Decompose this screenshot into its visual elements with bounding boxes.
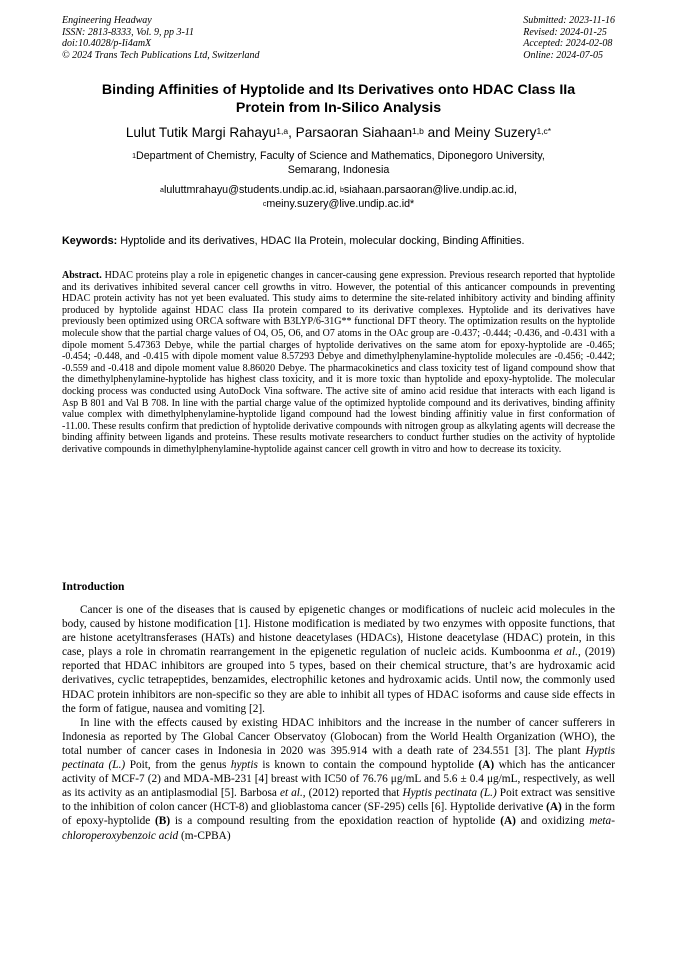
- text-run: is known to contain the compound hyptolide: [257, 759, 479, 772]
- journal-header-left: [62, 15, 260, 61]
- email-sup: c: [262, 200, 267, 208]
- journal-copyright: © 2024 Trans Tech Publications Ltd, Switzerland: [62, 49, 260, 61]
- text-italic: et al.,: [279, 787, 306, 800]
- text-run: Poit extract was sensitive to the inhibition of colon cancer (HCT-8) and glioblastoma cancer (SF-295) cells [6]. Hyptolide derivative: [62, 787, 615, 814]
- affiliation-sup: 1: [132, 153, 137, 160]
- email-b[interactable]: siahaan.parsaoran@live.undip.ac.id,: [343, 184, 517, 196]
- journal-issn: ISSN: 2813-8333, Vol. 9, pp 3-11: [62, 26, 195, 38]
- text-bold: (B): [155, 815, 171, 828]
- date-submitted: Submitted: 2023-11-16: [523, 15, 615, 26]
- abstract: [62, 270, 615, 456]
- text-run: Cancer is one of the diseases that is caused by epigenetic changes or modifications of nucleic acid molecules in the body, caused by histone modification [1]. Histone modification is mediated by two enzymes with opposite functions, that are histone acetyltransferases (HATs) and histone deacetylases (HDACs), Histone deacetylase (HDAC) protein, in this case, plays a role in chromatin rearrangement in the epigenetic regulation of nucleic acids. Kumboonma: [62, 604, 615, 659]
- email-sup: a: [160, 187, 164, 194]
- text-run: in the form of epoxy-hyptolide: [62, 801, 615, 828]
- author-1: Lulut Tutik Margi Rahayu: [125, 125, 277, 140]
- author-separator: ,: [288, 125, 296, 140]
- affiliation: [80, 150, 597, 177]
- text-italic: Hyptis pectinata (L.): [62, 744, 615, 772]
- date-accepted: Accepted: 2024-02-08: [523, 38, 613, 50]
- text-run: , (2019) reported that HDAC inhibitors are grouped into 5 types, based on their chemical structure, that’s are hydroxamic acid derivatives, cyclic tetrapeptides, benzamides, electrophilic ketones and hydroxamic acids. Until now, the commonly used HDAC protein inhibitors are non-specific so they are able to inhibit all types of HDAC isoforms and cause side effects in the form of fatigue, nausea and vomiting [2].: [62, 646, 615, 715]
- journal-doi: doi:10.4028/p-Ii4amX: [62, 38, 152, 50]
- author-2: Parsaoran Siahaan: [295, 125, 413, 140]
- author-1-sup: 1,a: [276, 126, 289, 136]
- keywords: [62, 235, 615, 248]
- affiliation-line2: Semarang, Indonesia: [287, 163, 390, 176]
- email-a[interactable]: luluttmrahayu@students.undip.ac.id,: [163, 184, 340, 196]
- author-2-sup: 1,b: [412, 126, 424, 136]
- author-3: Meiny Suzery: [454, 125, 537, 140]
- text-run: Poit, from the genus: [125, 759, 231, 772]
- text-italic: hyptis: [230, 759, 258, 772]
- paper-title-line2: Protein from In-Silico Analysis: [235, 99, 442, 116]
- email-c[interactable]: meiny.suzery@live.undip.ac.id*: [266, 197, 415, 210]
- author-separator: and: [423, 125, 455, 140]
- text-run: In line with the effects caused by existing HDAC inhibitors and the increase in the number of cancer sufferers in Indonesia as reported by The Global Cancer Observatoy (Globocan) from the World Health Organization (WHO), the total number of cancer cases in Indonesia in 2020 was 395.914 with a death rate of 234.551 [3]. The plant: [62, 716, 615, 757]
- author-emails: [62, 184, 615, 211]
- text-italic: et al.: [554, 646, 578, 659]
- email-sup: b: [339, 187, 344, 194]
- text-bold: (A): [478, 759, 495, 772]
- text-bold: (A): [500, 815, 516, 828]
- text-bold: (A): [546, 801, 562, 814]
- section-heading-introduction: Introduction: [62, 581, 125, 593]
- text-run: (2012) reported that: [305, 787, 403, 800]
- text-run: (m-CPBA): [178, 829, 231, 842]
- text-italic: meta-chloroperoxybenzoic acid: [62, 815, 615, 842]
- text-run: which has the anticancer activity of MCF-7 (2) and MDA-MB-231 [4] breast with IC50 of 76.76 μg/mL and 5.6 ± 0.4 μg/mL, respectively, as well as its activity as an antiplasmodial [5]. Barbosa: [62, 759, 616, 800]
- author-list: [62, 124, 615, 141]
- introduction-body: [62, 603, 615, 843]
- text-run: and oxidizing: [515, 815, 590, 828]
- text-italic: Hyptis pectinata (L.): [402, 787, 497, 800]
- journal-name: Engineering Headway: [62, 15, 152, 26]
- intro-paragraph-1: [62, 603, 615, 716]
- abstract-text: HDAC proteins play a role in epigenetic changes in cancer-causing gene expression. Previous research reported that hyptolide and its derivatives inhibited several cancer cell growths in vitro. However, the potential of this anticancer compounds in preventing HDAC protein activity has not yet been evaluated. This study aims to determine the site-related inhibitory activity and binding affinity produced by hyptolide against HDAC class IIa protein compared to its derivative complexes. Hyptolide and its derivatives have previously been optimized using ORCA software with B3LYP/6-31G** functional DFT theory. The optimization results on the hyptolide molecule show that the partial charge values of O4, O5, O6, and O7 atoms in the OAc group are -0.437; -0.444; -0.436, and -0.431 with a dipole moment 5.47363 Debye, while the partial charges of hyptolide derivatives on the same atom for epoxy-hyptolide are -0.465; -0.454; -0.448, and -0.415 with dipole moment value 8.57293 Debye and dimethylphenylamine-hyptolide molecules are -0.456; -0.442; -0.559 and -0.418 and dipole moment value 8.86020 Debye. The pharmacokinetics and class toxicity test of ligand compound show that the dimethylphenylamine-hyptolide has highest class toxicity, and it is more toxic than hyptolide and epoxy-hyptolide. The molecular docking process was conducted using AutoDock Vina software. The active site of amino acid residue that interacts with each ligand is Asp B 801 and Val B 708. In line with the partial charge value of the optimized hyptolide compound and its derivatives, binding affinity value complex with dimethylphenylamine-hyptolide ligand compound had the lowest binding affinitiy value in first conformation of -11.00. These results confirm that prediction of hyptolide derivative compounds with nitrogen group as alkylating agents will decrease the binding affinity between ligands and proteins. These results motivate researchers to conduct further studies on the activity of hyptolide derivative compounds in dimethylphenylamine-hyptolide against cancer cell growth in vitro and how to decrease its toxicity.: [62, 270, 615, 455]
- date-revised: Revised: 2024-01-25: [523, 26, 607, 38]
- keywords-label: Keywords:: [62, 235, 118, 247]
- paper-title: [62, 82, 615, 117]
- keywords-text: Hyptolide and its derivatives, HDAC IIa Protein, molecular docking, Binding Affinities.: [117, 235, 525, 247]
- date-online: Online: 2024-07-05: [523, 49, 603, 61]
- abstract-label: Abstract.: [62, 270, 102, 281]
- affiliation-line1: Department of Chemistry, Faculty of Science and Mathematics, Diponegoro University,: [136, 150, 545, 162]
- author-3-sup: 1,c*: [536, 126, 552, 136]
- intro-paragraph-2: [62, 716, 615, 843]
- journal-header-right: [523, 15, 615, 61]
- paper-title-line1: Binding Affinities of Hyptolide and Its Derivatives onto HDAC Class IIa: [101, 82, 576, 98]
- text-run: is a compound resulting from the epoxidation reaction of hyptolide: [170, 815, 501, 828]
